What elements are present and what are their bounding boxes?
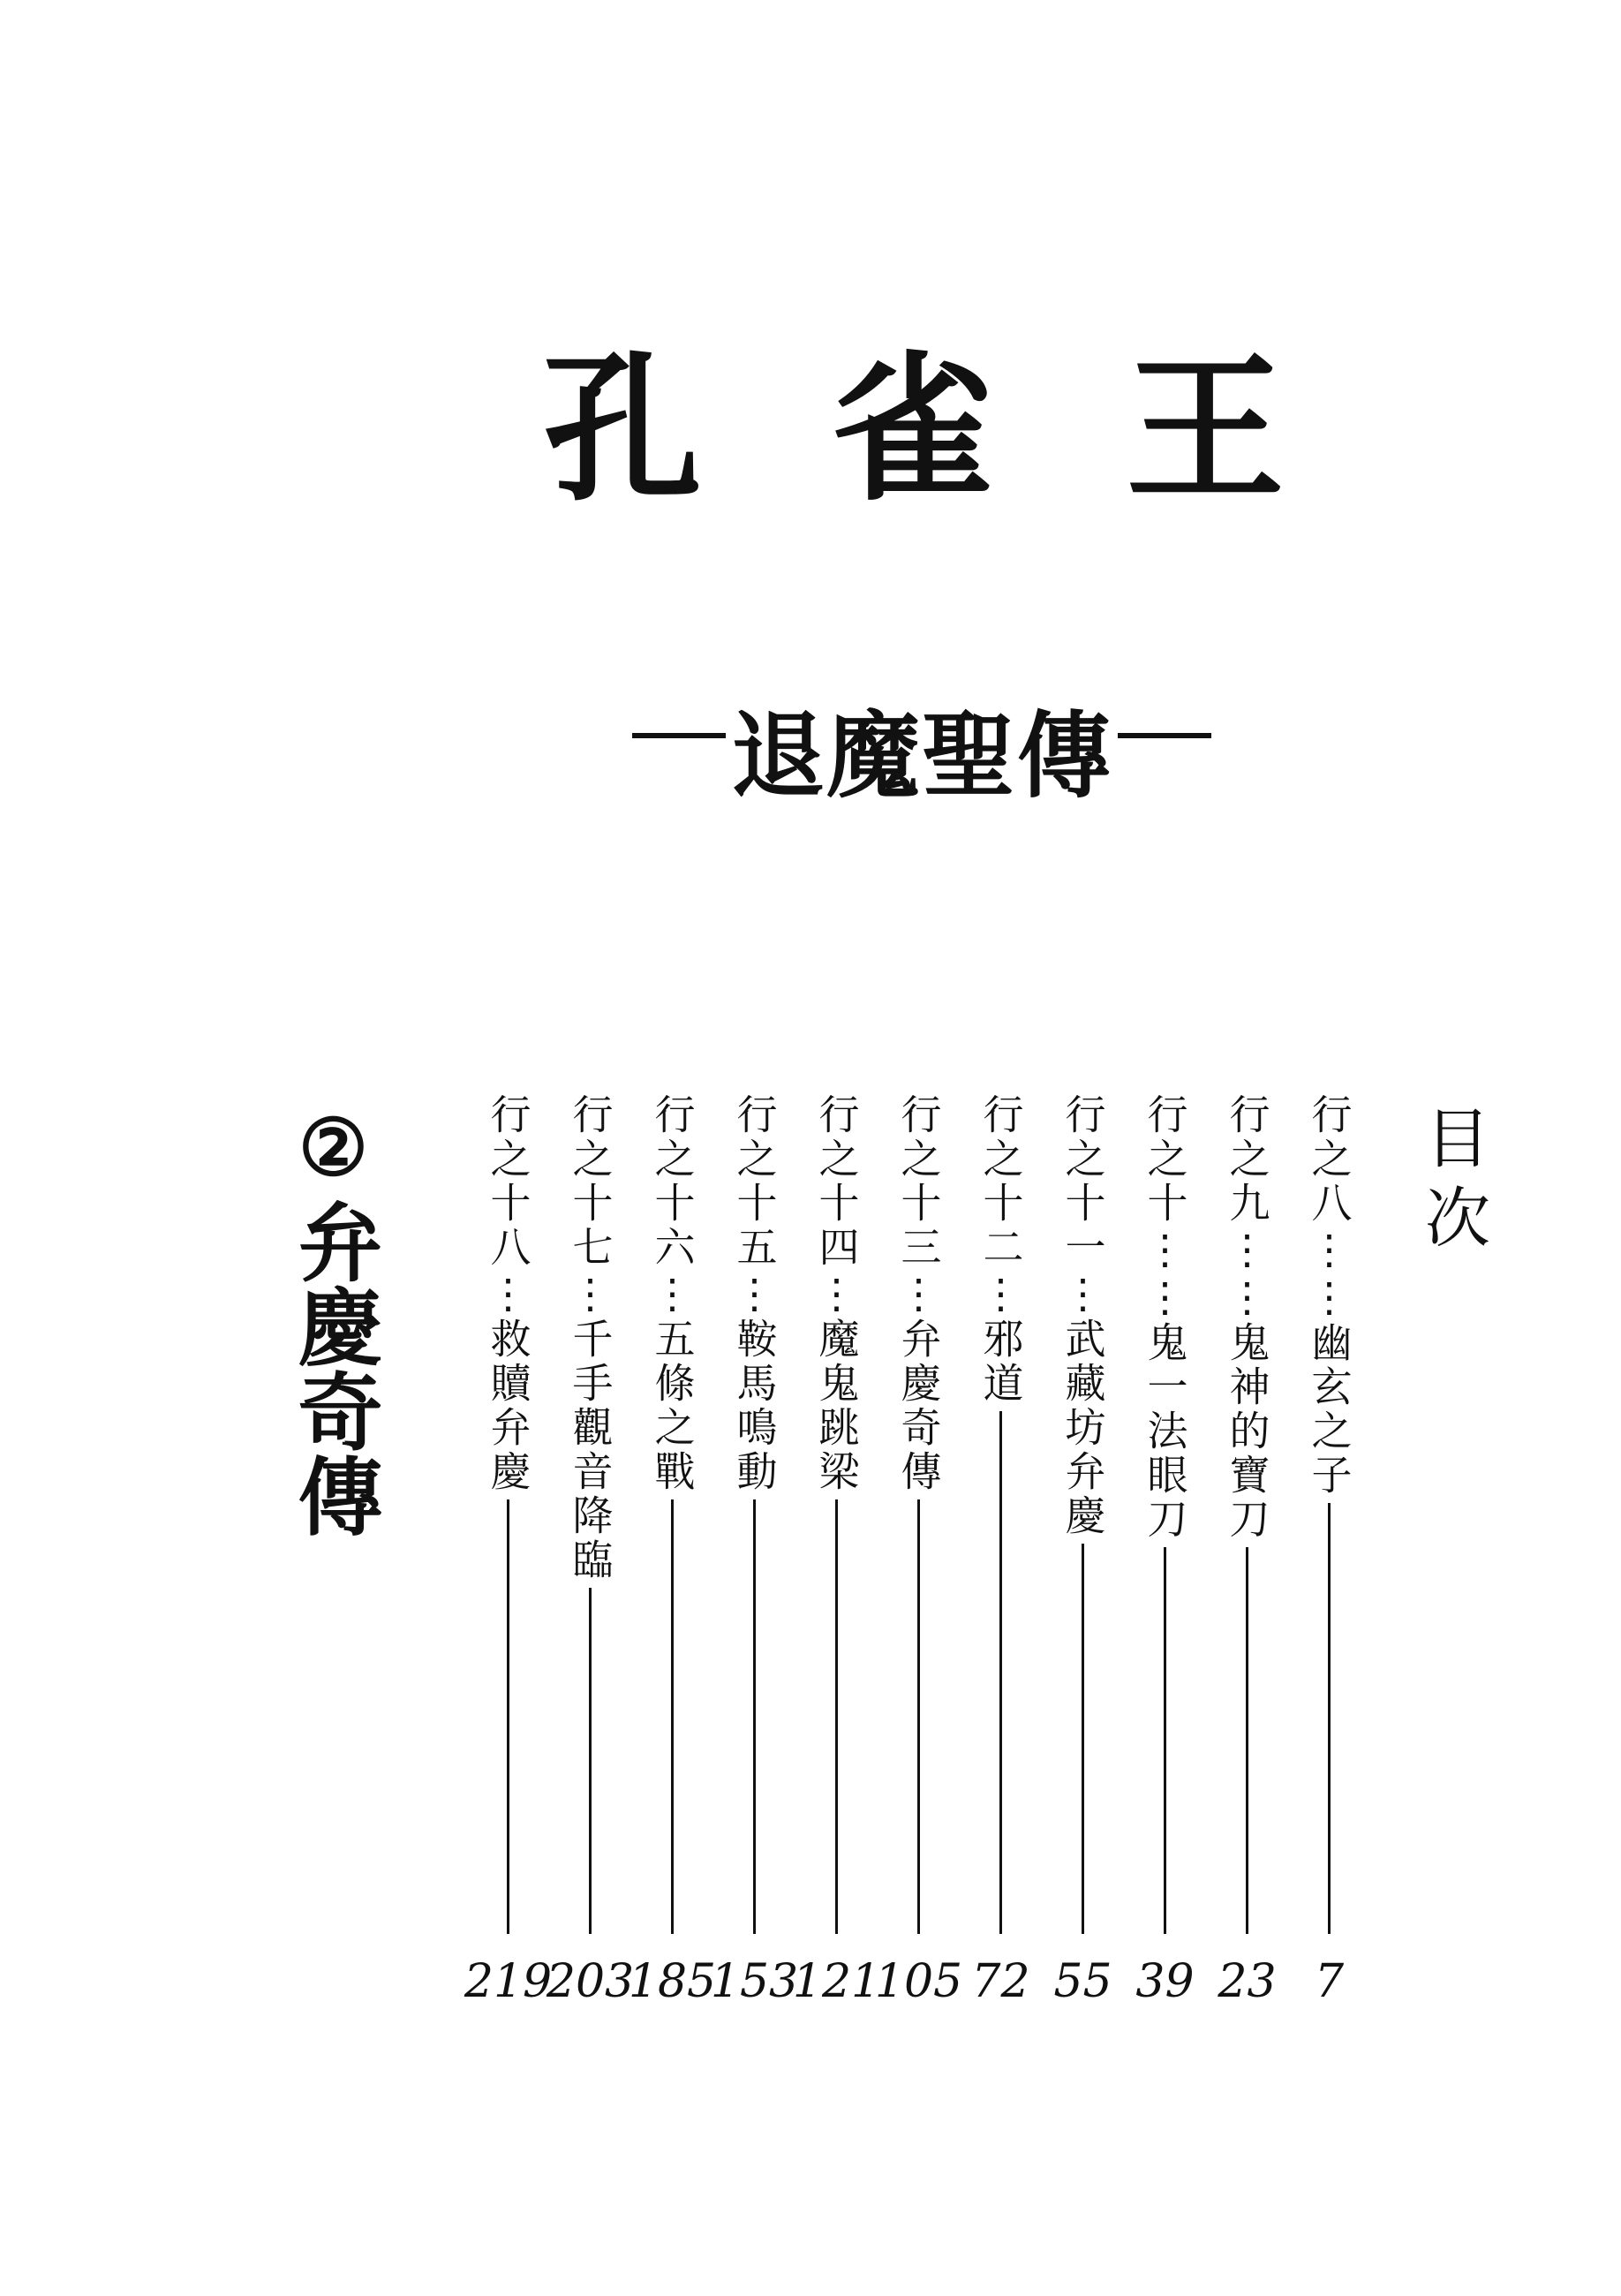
leader-line — [1328, 1503, 1331, 1934]
toc-entry-text — [894, 1093, 943, 1494]
leader-line — [1164, 1547, 1166, 1934]
subtitle-text: 退魔聖傳 — [731, 702, 1112, 811]
book-title-char-1: 孔 — [543, 336, 703, 523]
toc-entry-text — [1059, 1093, 1107, 1538]
leader-dots: ⋮ — [648, 1270, 697, 1318]
leader-line — [671, 1499, 674, 1934]
page-number: 121 — [792, 1955, 881, 2008]
leader-dots: ⋮ — [566, 1270, 614, 1318]
chapter-title: 千手觀音降臨 — [566, 1318, 614, 1582]
book-title-char-2: 雀 — [833, 336, 993, 523]
toc-entry — [1042, 1093, 1124, 2010]
leader-dots: ⋮ — [894, 1270, 943, 1318]
chapter-title: 救贖弁慶 — [484, 1318, 532, 1494]
chapter-number: 行之八 — [1305, 1093, 1353, 1226]
leader-line — [1082, 1544, 1084, 1934]
chapter-number: 行之十七 — [566, 1093, 614, 1270]
subtitle-right-dash — [1118, 733, 1211, 738]
page-number: 185 — [628, 1955, 717, 2008]
leader-line — [999, 1411, 1002, 1934]
toc-entry-text — [812, 1093, 861, 1494]
volume-label — [284, 1102, 384, 1537]
chapter-title: 武藏坊弁慶 — [1059, 1318, 1107, 1538]
chapter-number: 行之十六 — [648, 1093, 697, 1270]
chapter-title: 幽玄之子 — [1305, 1321, 1353, 1498]
page-number: 153 — [710, 1955, 799, 2008]
toc-entry-text — [1223, 1093, 1271, 1542]
chapter-number: 行之十四 — [812, 1093, 861, 1270]
leader-dots: ⋮ — [976, 1270, 1025, 1318]
leader-dots: ⋮ — [1059, 1270, 1107, 1318]
chapter-number: 行之十五 — [730, 1093, 779, 1270]
chapter-number: 行之九 — [1223, 1093, 1271, 1226]
page-number: 7 — [1314, 1955, 1345, 2008]
volume-number-badge: ② — [288, 1102, 380, 1198]
leader-dots: ⋮⋮ — [1305, 1226, 1353, 1321]
chapter-title: 五條之戰 — [648, 1318, 697, 1494]
toc-entry — [546, 1093, 635, 2010]
chapter-number: 行之十一 — [1059, 1093, 1107, 1270]
leader-line — [1246, 1547, 1248, 1934]
subtitle-left-dash — [632, 733, 726, 738]
chapter-number: 行之十八 — [484, 1093, 532, 1270]
chapter-title: 魔鬼跳梁 — [812, 1318, 861, 1494]
page-number: 203 — [546, 1955, 635, 2008]
volume-title: 弁慶奇傳 — [284, 1198, 384, 1537]
leader-line — [507, 1499, 509, 1934]
leader-dots: ⋮⋮ — [1223, 1226, 1271, 1321]
toc-entry — [1124, 1093, 1206, 2010]
page-number: 219 — [464, 1955, 553, 2008]
page-number: 105 — [874, 1955, 963, 2008]
toc-entry — [628, 1093, 717, 2010]
toc-entry-text — [976, 1093, 1025, 1406]
toc-list — [464, 1093, 1370, 2010]
chapter-number: 行之十三 — [894, 1093, 943, 1270]
leader-line — [589, 1588, 592, 1934]
chapter-title: 鬼神的寶刀 — [1223, 1321, 1271, 1542]
leader-dots: ⋮ — [730, 1270, 779, 1318]
page-number: 72 — [971, 1955, 1030, 2008]
subtitle-banner — [634, 696, 1210, 818]
page-number: 55 — [1053, 1955, 1112, 2008]
toc-entry — [464, 1093, 553, 2010]
chapter-number: 行之十二 — [976, 1093, 1025, 1270]
leader-line — [753, 1499, 756, 1934]
toc-entry — [1288, 1093, 1370, 2010]
leader-dots: ⋮ — [484, 1270, 532, 1318]
toc-entry-text — [566, 1093, 614, 1582]
chapter-number: 行之十 — [1141, 1093, 1189, 1226]
toc-entry-text — [1141, 1093, 1189, 1542]
toc-entry-text — [648, 1093, 697, 1494]
leader-line — [835, 1499, 838, 1934]
toc-heading: 目次 — [1414, 1104, 1490, 1263]
page-number: 39 — [1135, 1955, 1195, 2008]
toc-entry — [1206, 1093, 1288, 2010]
toc-entry-text — [484, 1093, 532, 1494]
book-title — [543, 336, 1285, 523]
page-number: 23 — [1218, 1955, 1277, 2008]
toc-entry — [960, 1093, 1042, 2010]
toc-entry — [792, 1093, 881, 2010]
leader-dots: ⋮⋮ — [1141, 1226, 1189, 1321]
toc-entry — [710, 1093, 799, 2010]
leader-dots: ⋮ — [812, 1270, 861, 1318]
book-title-char-3: 王 — [1125, 336, 1285, 523]
toc-entry — [874, 1093, 963, 2010]
chapter-title: 弁慶奇傳 — [894, 1318, 943, 1494]
chapter-title: 邪道 — [976, 1318, 1025, 1406]
leader-line — [917, 1499, 920, 1934]
chapter-title: 鞍馬鳴動 — [730, 1318, 779, 1494]
chapter-title: 鬼一法眼刀 — [1141, 1321, 1189, 1542]
toc-entry-text — [1305, 1093, 1353, 1498]
toc-entry-text — [730, 1093, 779, 1494]
